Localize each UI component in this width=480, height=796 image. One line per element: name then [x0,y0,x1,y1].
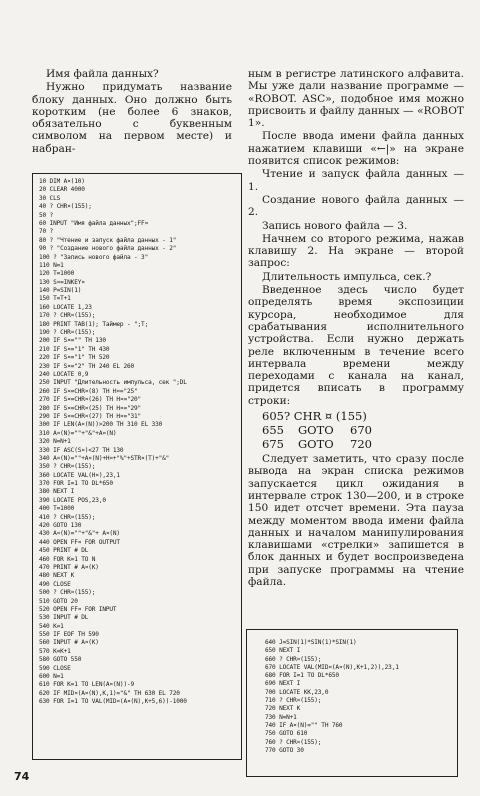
right-column-text [248,68,464,589]
paragraph: Введенное здесь число будет определять время экспозиции курсора, необходимое для срабатывания исполнительного устройства. Если нужно держать реле включенным в течение всего интервала времени между переходами с канала на канал, придется вписать в программу строки: [248,284,464,407]
code-line: 670 LOCATE VAL(MID¤(A¤(N),K+1,2)),23,1 [265,663,399,671]
code-line: 380 NEXT I [39,488,75,496]
program-listing-left [32,173,242,760]
code-line: 100 ? "Запись нового файла - 3" [39,253,149,261]
code-line: 640 J=SIN(1)*SIN(1)*SIN(1) [265,639,357,646]
mode-item: Создание нового файла данных — 2. [248,193,464,219]
code-line: 420 GOTO 130 [39,522,82,530]
code-line: 440 OPEN FF¤ FOR OUTPUT [39,538,120,546]
code-line: 700 LOCATE KK,23,0 [265,688,329,696]
line-number: 675 [262,437,284,452]
left-column-text [32,68,232,156]
paragraph: Имя файла данных? [46,68,159,80]
code-line: 730 N=N+1 [265,713,297,721]
code-line: 690 NEXT I [265,680,301,688]
line-number: 655 [262,423,284,438]
code-line: 90 ? "Создание нового файла данных - 2" [39,245,177,253]
code-line: 210 IF S¤="1" TH 430 [39,345,110,353]
code-line: 490 CLOSE [39,580,71,588]
code-line: 370 FOR I=1 TO DL*650 [39,480,113,488]
code-line: 310 A¤(N)=""+"&"+A¤(N) [39,429,117,437]
code-line: 30 CLS [39,194,61,202]
mode-item: Чтение и запуск файла данных — 1. [248,168,464,193]
code-line [262,423,464,437]
code-line: 560 INPUT # A¤(K) [39,639,99,647]
code-line: 240 LOCATE 0,9 [39,370,89,378]
code-line: 580 GOTO 550 [39,656,82,664]
code-line: 10 DIM A¤(10) [39,178,85,185]
code-line: 200 IF S¤="" TH 130 [39,337,106,345]
code-line: 140 P=SIN(1) [39,287,82,295]
program-listing-right [246,629,458,777]
code-line: 720 NEXT K [265,705,301,713]
code-line: 610 FOR K=1 TO LEN(A¤(N))-9 [39,681,135,689]
code-line: 480 NEXT K [39,572,75,580]
mode-item: Запись нового файла — 3. [262,219,408,232]
code-line: 605? CHR ¤ (155) [262,409,367,424]
code-line: 190 ? CHR¤(155); [39,329,96,337]
code-line: 330 IF ASC(S¤)<27 TH 130 [39,446,124,454]
code-line: 300 IF LEN(A¤(N))>200 TH 310 EL 330 [39,421,163,429]
code-line: 360 LOCATE VAL(H¤),23,1 [39,471,120,479]
code-line: 540 K=1 [39,622,64,630]
code-line: 550 IF EOF TH 590 [39,631,99,639]
code-line: 290 IF S¤=CHR¤(27) TH H¤="31" [39,412,142,420]
code-line: 340 A¤(N)=""+A¤(N)+H¤+"%"+STR¤(T)+"&" [39,454,170,462]
code-line: 460 FOR K=1 TO N [39,555,96,563]
statement: GOTO [298,437,334,452]
code-line: 110 N=1 [39,261,64,269]
code-line: 530 INPUT # DL [39,614,89,622]
code-line: 600 N=1 [39,673,64,681]
code-line: 450 PRINT # DL [39,547,89,555]
code-line: 350 ? CHR¤(155); [39,463,96,471]
code-line: 40 ? CHR¤(155); [39,203,92,211]
code-line: 470 PRINT # A¤(K) [39,563,99,571]
target-line: 720 [350,437,372,452]
code-line: 500 ? CHR¤(155); [39,589,96,597]
code-line: 740 IF A¤(N)="" TH 760 [265,721,343,729]
code-line: 650 NEXT I [265,647,301,655]
code-line: 270 IF S¤=CHR¤(26) TH H¤="20" [39,396,142,404]
code-line: 250 INPUT "Длительность импульса, сек ";DL [39,379,187,387]
code-line: 120 T=1000 [39,270,75,278]
code-line: 710 ? CHR¤(155); [265,697,322,705]
prompt-text: Длительность импульса, сек.? [262,270,432,283]
code-line: 660 ? CHR¤(155); [265,655,322,663]
code-line: 50 ? [39,211,54,219]
code-line: 760 ? CHR¤(155); [265,738,322,746]
code-line: 620 IF MID¤(A¤(N),K,1)="&" TH 630 EL 720 [39,689,180,697]
paragraph: Следует заметить, что сразу после вывода на экран списка режимов запускается цикл ожидания в интервале строк 130—200, и в строке 150 идет отсчет времени. Эта пауза между моментом ввода имени файла данных и началом манипулирования клавишами «стрелки» запишется в блок данных и будет воспроизведена при запуске программы на чтение файла. [248,453,464,588]
code-line: 280 IF S¤=CHR¤(25) TH H¤="29" [39,404,142,412]
code-line: 570 K=K+1 [39,647,71,655]
code-line: 680 FOR I=1 TO DL*650 [265,672,339,680]
code-line: 230 IF S¤="2" TH 240 EL 260 [39,362,135,370]
code-line: 400 T=1000 [39,505,75,513]
code-line: 750 GOTO 610 [265,730,308,738]
code-line: 520 OPEN FF¤ FOR INPUT [39,605,117,613]
code-line: 60 INPUT "Имя файла данных";FF¤ [39,219,149,227]
paragraph: После ввода имени файла данных нажатием клавиши «←|» на экране появится список режимов: [248,130,464,168]
code-line: 130 S¤=INKEY¤ [39,278,85,286]
code-line: 170 ? CHR¤(155); [39,312,96,320]
code-line: 770 GOTO 30 [265,746,304,754]
paragraph: ным в регистре латинского алфавита. Мы уже дали название программе — «ROBOT. ASC», подобное имя можно присвоить и файлу данных — «ROBOT 1». [248,68,464,130]
code-line: 180 PRINT TAB(1); Таймер - ";T; [39,320,149,328]
code-line: 430 A¤(N)=""+"&"+ A¤(N) [39,530,120,538]
code-line [262,437,464,451]
code-line: 260 IF S¤=CHR¤(8) TH H¤="25" [39,387,138,395]
target-line: 670 [350,423,372,438]
code-line: 510 GOTO 20 [39,597,78,605]
code-line: 70 ? [39,228,54,236]
paragraph: Нужно придумать название блоку данных. Оно должно быть коротким (не более 6 знаков, обязательно с буквенным символом на первом месте) и набран- [32,81,232,155]
code-line: 630 FOR I=1 TO VAL(MID¤(A¤(N),K+5,6))-1000 [39,698,187,706]
code-line: 80 ? "Чтение и запуск файла данных - 1" [39,236,177,244]
page-number: 74 [14,770,30,783]
code-line: 150 T=T+1 [39,295,71,303]
code-line: 160 LOCATE 1,23 [39,303,92,311]
code-line: 390 LOCATE POS,23,0 [39,496,106,504]
code-line: 590 CLOSE [39,664,71,672]
code-line: 220 IF S¤="1" TH 520 [39,354,110,362]
code-line: 410 ? CHR¤(155); [39,513,96,521]
inline-code-block [262,409,464,451]
code-line: 20 CLEAR 4000 [39,186,85,194]
code-line: 320 N=N+1 [39,438,71,446]
statement: GOTO [298,423,334,438]
paragraph: Начнем со второго режима, нажав клавишу 2. На экране — второй запрос: [248,232,464,270]
